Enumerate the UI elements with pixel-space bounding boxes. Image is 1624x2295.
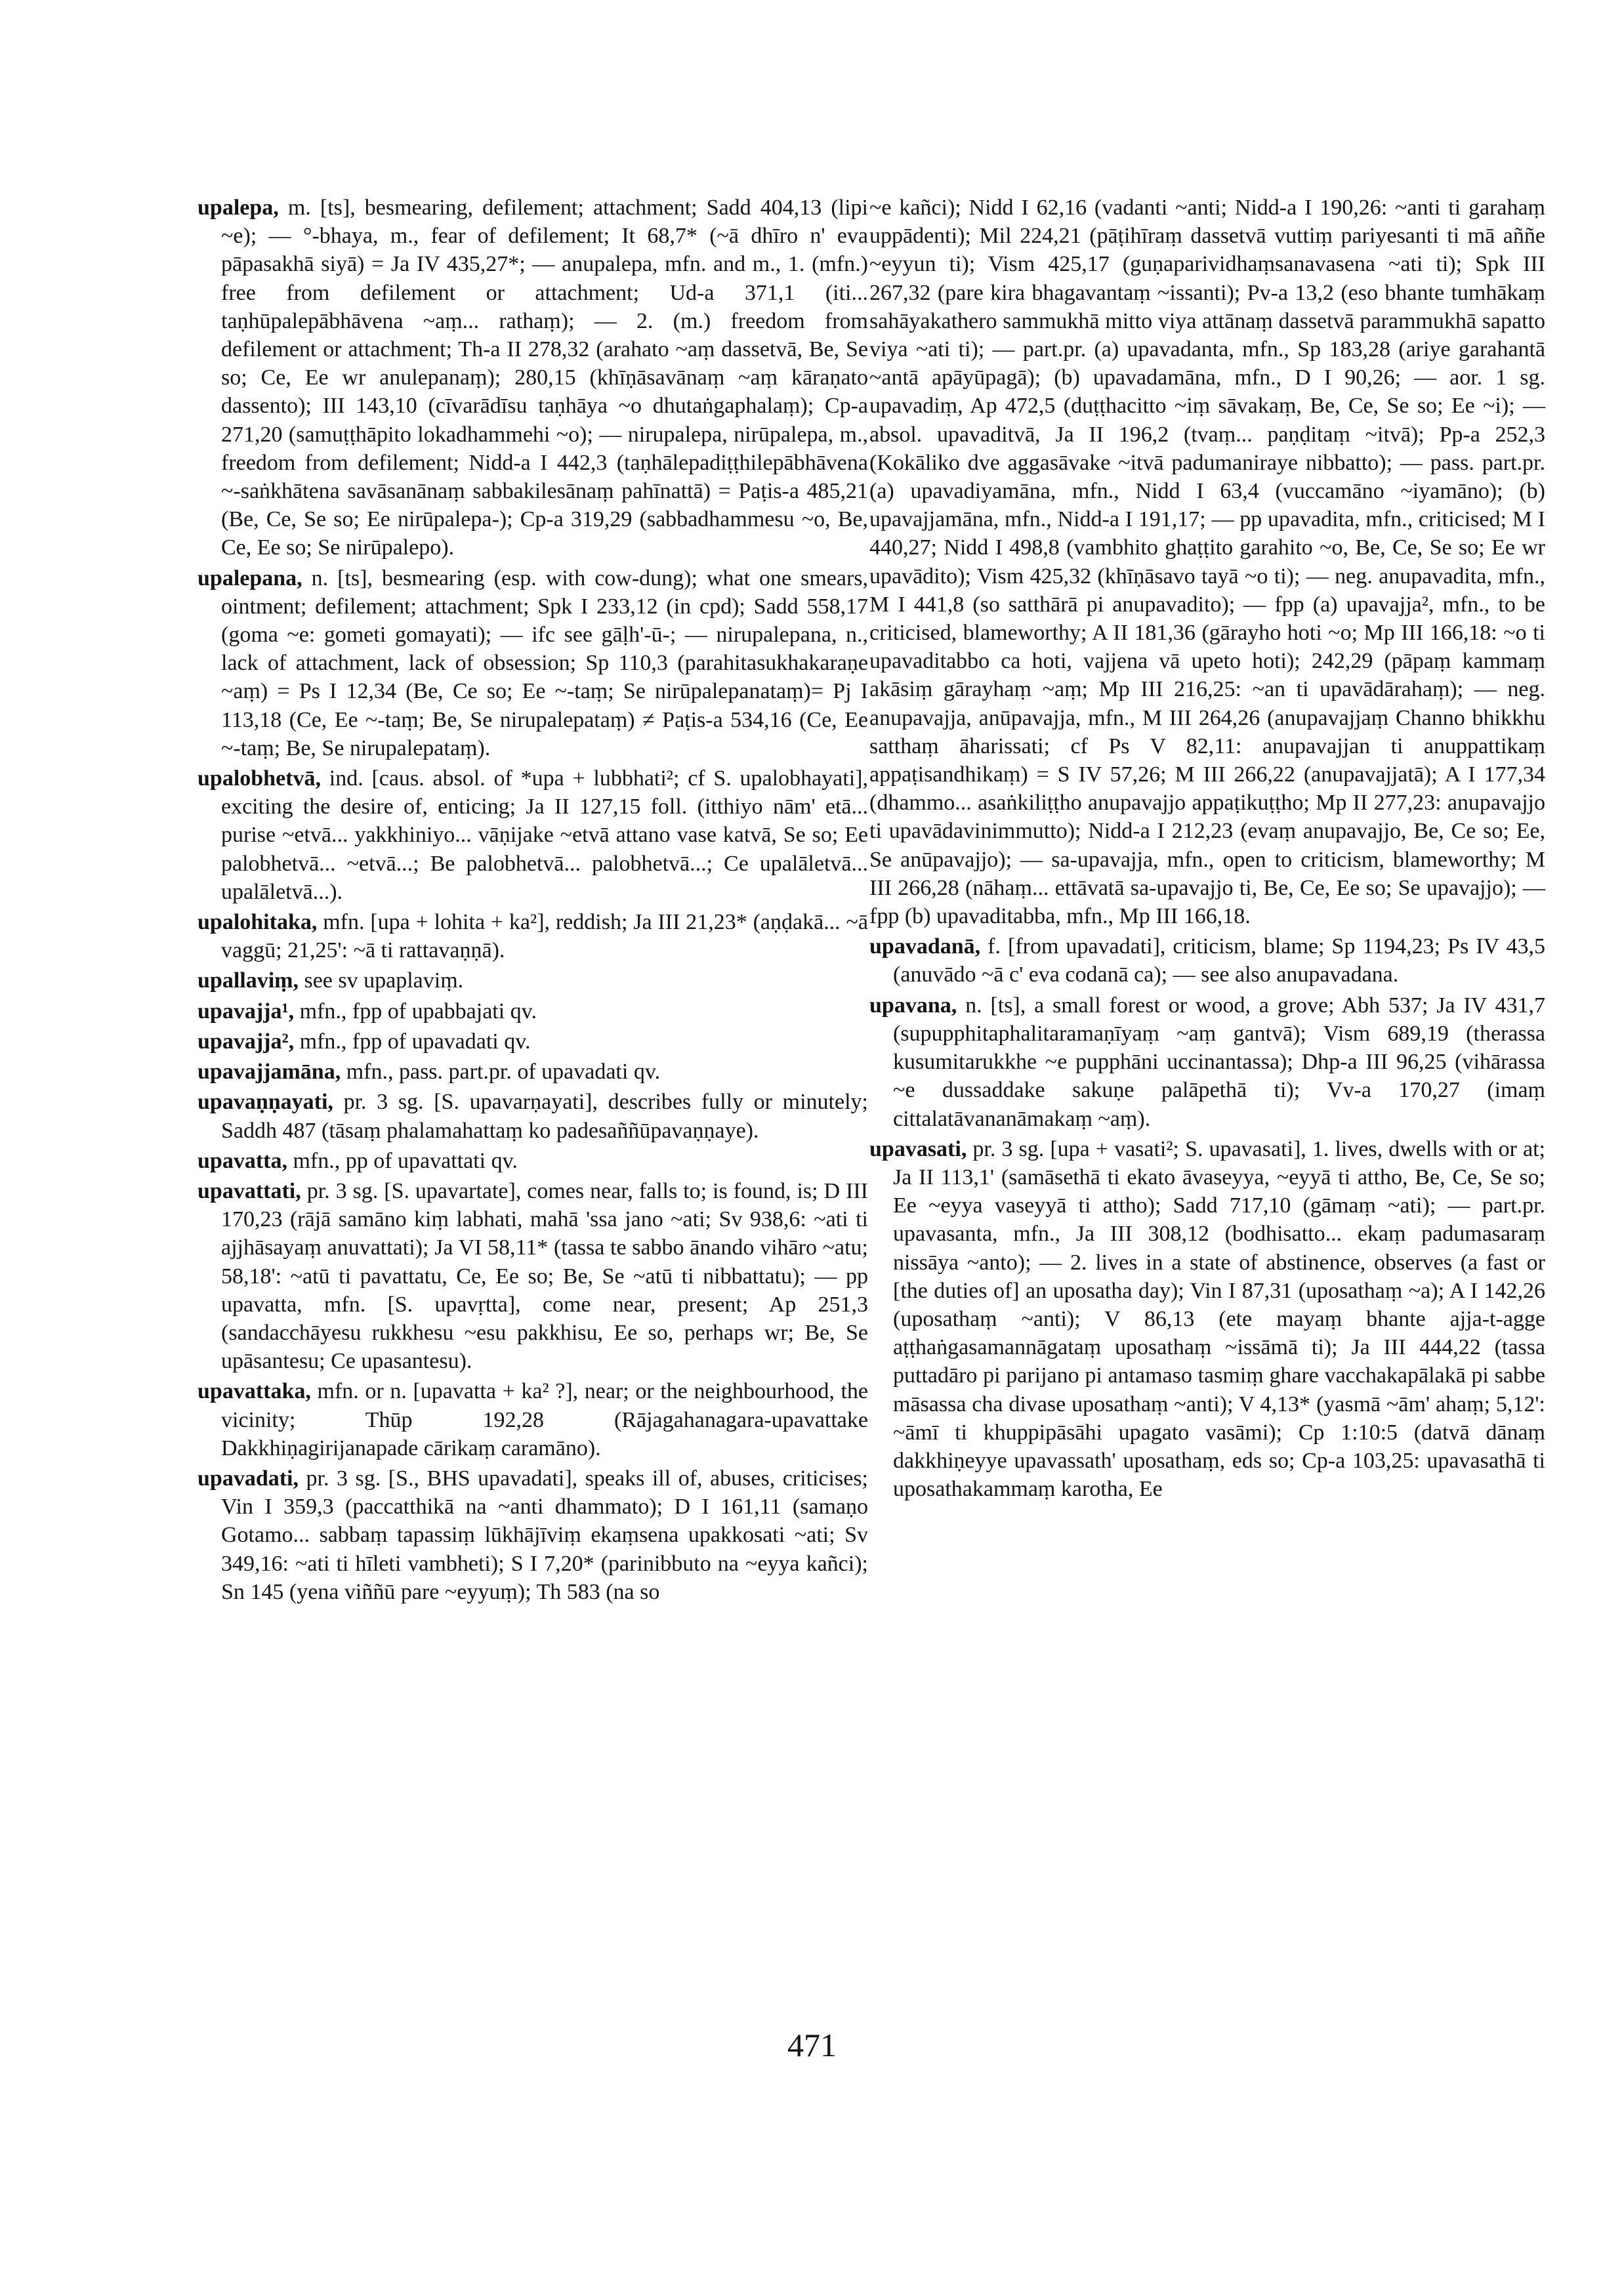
left-column [198,194,868,1608]
entry-upavadati-continued [869,194,1545,930]
entry-upavadana [869,932,1545,989]
entry-body: mfn. or n. [upavatta + ka² ?], near; or the neighbourhood, the vicinity; Thūp 192,28 (Rājagahanagara-upavattake Dakkhiṇagirijanapade cārikaṃ caramāno). [221,1379,869,1460]
headword: upavattaka, [198,1379,311,1404]
headword: upavadati, [198,1466,299,1491]
entry-upalohitaka [198,908,868,964]
entry-upavatta [198,1147,868,1175]
headword: upavaṇṇayati, [198,1090,333,1115]
entry-body: m. [ts], besmearing, defilement; attachment; Sadd 404,13 (lipi ~e); — °-bhaya, m., fear of defilement; It 68,7* (~ā dhīro n' eva pāpasakhā siyā) = Ja IV 435,27*; — anupalepa, mfn. and m., 1. (mfn.) free from defilement or attachment; Ud-a 371,1 (iti... taṇhūpalepābhāvena ~aṃ... rathaṃ); — 2. (m.) freedom from defilement or attachment; Th-a II 278,32 (arahato ~aṃ dassetvā, Be, Se so; Ce, Ee wr anulepanaṃ); 280,15 (khīṇāsavānaṃ ~aṃ kāraṇato dassento); III 143,10 (cīvarādīsu taṇhāya ~o dhutaṅgaphalaṃ); Cp-a 271,20 (samuṭṭhāpito lokadhammehi ~o); — nirupalepa, nirūpalepa, m., freedom from defilement; Nidd-a I 442,3 (taṇhālepadiṭṭhilepābhāvena ~-saṅkhātena savāsanānaṃ sabbakilesānaṃ pahīnattā) = Paṭis-a 485,21 (Be, Ce, Se so; Ee nirūpalepa-); Cp-a 319,29 (sabbadhammesu ~o, Be, Ce, Ee so; Se nirūpalepo). [221,196,869,560]
entry-upavana [869,991,1545,1133]
headword: upavajja¹, [198,999,295,1023]
entry-upalobhetva [198,764,868,906]
entry-upavajja-2 [198,1027,868,1056]
entry-upavattaka [198,1377,868,1462]
entry-upavadati [198,1464,868,1606]
entry-upallavim [198,966,868,995]
entry-body: n. [ts], a small forest or wood, a grove; Abh 537; Ja IV 431,7 (supupphitaphalitaramaṇīyaṃ ~aṃ gantvā); Vism 689,19 (therassa kusumitarukkhe ~e pupphāni uccinantassa); Dhp-a III 96,25 (vihārassa ~e dussaddake sakuṇe palāpethā ti); Vv-a 170,27 (imaṃ cittalatāvananāmakaṃ ~aṃ). [893,993,1545,1131]
entry-body: pr. 3 sg. [upa + vasati²; S. upavasati], 1. lives, dwells with or at; Ja II 113,1' (samāsethā ti ekato āvaseyya, ~eyyā ti attho, Be, Ce, Se so; Ee ~eyya vaseyyā ti attho); Sadd 717,10 (gāmaṃ ~ati); — part.pr. upavasanta, mfn., Ja III 308,12 (bodhisatto... ekaṃ padumasaraṃ nissāya ~anto); — 2. lives in a state of abstinence, observes (a fast or [the duties of] an uposatha day); Vin I 87,31 (uposathaṃ ~a); A I 142,26 (uposathaṃ ~anti); V 86,13 (ete mayaṃ bhante ajja-t-agge aṭṭhaṅgasamannāgataṃ uposathaṃ ~issāmā ti); Ja III 444,22 (tassa puttadāro pi parijano pi antamaso tasmiṃ ghare vacchakapālakā pi sabbe māsassa cha divase uposathaṃ ~anti); V 4,13* (yasmā ~ām' ahaṃ; 5,12': ~āmī ti khuppipāsāhi upagato vasāmi); Cp 1:10:5 (datvā dānaṃ dakkhiṇeyye upavassath' uposathaṃ, eds so; Cp-a 103,25: upavasathā ti uposathakammaṃ karotha, Ee [893,1136,1545,1502]
entry-body: mfn., fpp of upabbajati qv. [299,999,537,1023]
entry-body: ~e kañci); Nidd I 62,16 (vadanti ~anti; Nidd-a I 190,26: ~anti ti garahaṃ uppādenti); Mil 224,21 (pāṭihīraṃ dassetvā vuttiṃ pariyesanti ti mā aññe ~eyyun ti); Vism 425,17 (guṇaparividhaṃsanavasena ~ati ti); Spk III 267,32 (pare kira bhagavantaṃ ~issanti); Pv-a 13,2 (eso bhante tumhākaṃ sahāyakathero sammukhā mitto viya attānaṃ dassetvā parammukhā sapatto viya ~ati ti); — part.pr. (a) upavadanta, mfn., Sp 183,28 (ariye garahantā ~antā apāyūpagā); (b) upavadamāna, mfn., D I 90,26; — aor. 1 sg. upavadiṃ, Ap 472,5 (duṭṭhacitto ~iṃ sāvakaṃ, Be, Ce, Se so; Ee ~i); — absol. upavaditvā, Ja II 196,2 (tvaṃ... paṇḍitaṃ ~itvā); Pp-a 252,3 (Kokāliko dve aggasāvake ~itvā padumaniraye nibbatto); — pass. part.pr. (a) upavadiyamāna, mfn., Nidd I 63,4 (vuccamāno ~iyamāno); (b) upavajjamāna, mfn., Nidd-a I 191,17; — pp upavadita, mfn., criticised; M I 440,27; Nidd I 498,8 (vambhito ghaṭṭito garahito ~o, Be, Ce, Se so; Ee wr upavādito); Vism 425,32 (khīṇāsavo tayā ~o ti); — neg. anupavadita, mfn., M I 441,8 (so satthārā pi anupavadito); — fpp (a) upavajja², mfn., to be criticised, blameworthy; A II 181,36 (gārayho hoti ~o; Mp III 166,18: ~o ti upavaditabbo ca hoti, vajjena vā upeto hoti); 242,29 (pāpaṃ kammaṃ akāsiṃ gārayhaṃ ~aṃ; Mp III 216,25: ~an ti upavādārahaṃ); — neg. anupavajja, anūpavajja, mfn., M III 264,26 (anupavajjaṃ Channo bhikkhu satthaṃ āharissati; cf Ps V 82,11: anupavajjan ti anuppattikaṃ appaṭisandhikaṃ) = S IV 57,26; M III 266,22 (anupavajjatā); A I 177,34 (dhammo... asaṅkiliṭṭho anupavajjo appaṭikuṭṭho; Mp II 277,23: anupavajjo ti upavādavinimmutto); Nidd-a I 212,23 (evaṃ anupavajjo, Be, Ce so; Ee, Se anūpavajjo); — sa-upavajja, mfn., open to criticism, blameworthy; M III 266,28 (nāhaṃ... ettāvatā sa-upavajjo ti, Be, Ce, Ee so; Se upavajjo); — fpp (b) upavaditabba, mfn., Mp III 166,18. [869,196,1545,929]
headword: upalepana, [198,566,302,590]
right-column [869,194,1545,1505]
headword: upallaviṃ, [198,968,299,993]
entry-body: mfn., fpp of upavadati qv. [299,1029,531,1054]
entry-upavasati [869,1135,1545,1504]
entry-upalepana [198,564,868,762]
headword: upavana, [869,993,957,1018]
headword: upavatta, [198,1148,287,1173]
entry-body: mfn., pass. part.pr. of upavadati qv. [346,1060,661,1085]
headword: upalobhetvā, [198,766,321,791]
entry-body: n. [ts], besmearing (esp. with cow-dung); what one smears, ointment; defilement; attachment; Spk I 233,12 (in cpd); Sadd 558,17 (goma ~e: gometi gomayati); — ifc see gāḷh'-ū-; — nirupalepana, n., lack of attachment, lack of obsession; Sp 110,3 (parahitasukhakaraṇe ~aṃ) = Ps I 12,34 (Be, Ce so; Ee ~-taṃ; Se nirūpalepanataṃ)= Pj I 113,18 (Ce, Ee ~-taṃ; Be, Se nirupalepataṃ) ≠ Paṭis-a 534,16 (Ce, Ee ~-taṃ; Be, Se nirupalepataṃ). [221,566,868,760]
entry-body: f. [from upavadati], criticism, blame; Sp 1194,23; Ps IV 43,5 (anuvādo ~ā c' eva codanā ca); — see also anupavadana. [893,934,1545,987]
headword: upavajja², [198,1029,295,1054]
headword: upavajjamāna, [198,1060,341,1085]
entry-body: mfn. [upa + lohita + ka²], reddish; Ja III 21,23* (aṇḍakā... ~ā vaggū; 21,25': ~ā ti rattavaṇṇā). [221,910,869,963]
headword: upavattati, [198,1178,301,1203]
entry-body: see sv upaplaviṃ. [304,968,464,993]
headword: upavasati, [869,1136,967,1161]
page-number: 471 [787,2027,837,2063]
headword: upalepa, [198,196,279,220]
entry-upavajja-1 [198,997,868,1025]
entry-body: pr. 3 sg. [S., BHS upavadati], speaks ill of, abuses, criticises; Vin I 359,3 (paccatthikā na ~anti dhammato); D I 161,11 (samaṇo Gotamo... sabbaṃ tapassiṃ lūkhājīviṃ ekaṃsena upakkosati ~ati; Sv 349,16: ~ati ti hīleti vambheti); S I 7,20* (parinibbuto na ~eyya kañci); Sn 145 (yena viññū pare ~eyyuṃ); Th 583 (na so [221,1466,869,1604]
entry-upavajjamana [198,1058,868,1086]
headword: upavadanā, [869,934,981,959]
entry-body: ind. [caus. absol. of *upa + lubbhati²; cf S. upalobhayati], exciting the desire of, enticing; Ja II 127,15 foll. (itthiyo nām' etā... purise ~etvā... yakkhiniyo... vāṇijake ~etvā attano vase katvā, Se so; Ee palobhetvā... ~etvā...; Be palobhetvā... palobhetvā...; Ce upalāletvā... upalāletvā...). [221,766,868,904]
entry-upavattati [198,1177,868,1375]
entry-upavannayati [198,1088,868,1144]
entry-body: pr. 3 sg. [S. upavartate], comes near, falls to; is found, is; D III 170,23 (rājā samāno kiṃ labhati, mahā 'ssa jano ~ati; Sv 938,6: ~ati ti ajjhāsayaṃ anuvattati); Ja VI 58,11* (tassa te sabbo ānando vihāro ~atu; 58,18': ~atū ti pavattatu, Ce, Ee so; Be, Se ~atū ti nibbattatu); — pp upavatta, mfn. [S. upavṛtta], come near, present; Ap 251,3 (sandacchāyesu rukkhesu ~esu pakkhisu, Ee so, perhaps wr; Be, Se upāsantesu; Ce upasantesu). [221,1178,869,1374]
entry-body: mfn., pp of upavattati qv. [293,1148,518,1173]
entry-body: pr. 3 sg. [S. upavarṇayati], describes fully or minutely; Saddh 487 (tāsaṃ phalamahattaṃ ko padesaññūpavaṇṇaye). [221,1090,868,1143]
headword: upalohitaka, [198,910,318,935]
entry-upalepa [198,194,868,562]
